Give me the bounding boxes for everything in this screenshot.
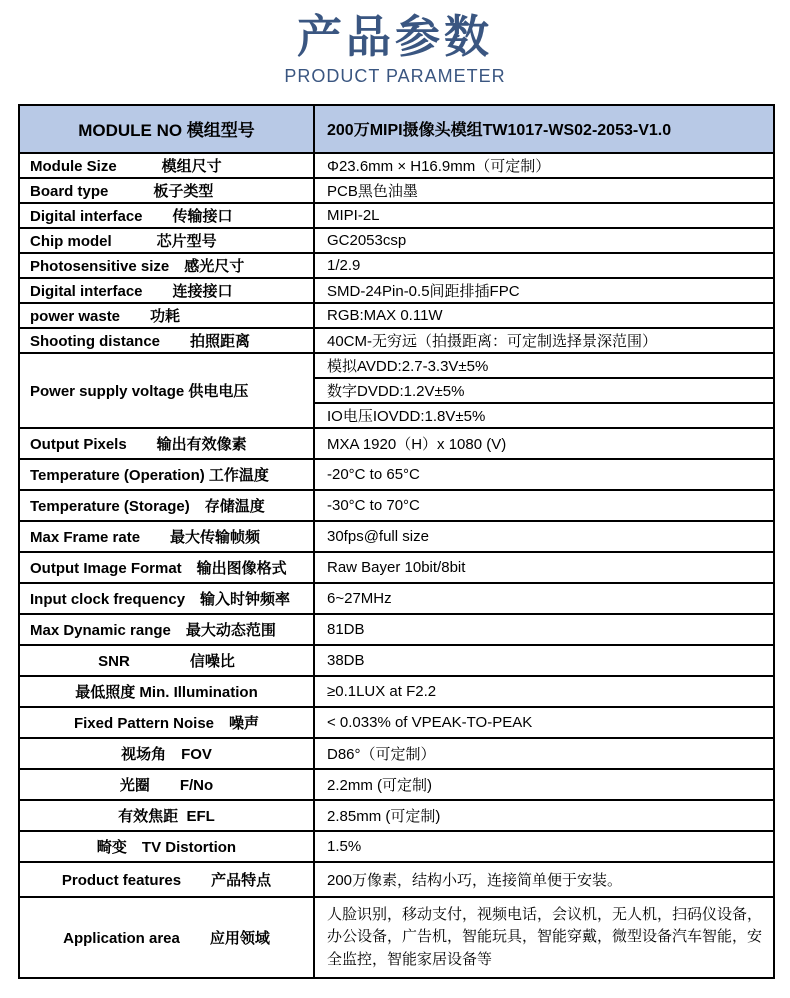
param-value: 2.2mm (可定制) <box>314 769 774 800</box>
param-value: < 0.033% of VPEAK-TO-PEAK <box>314 707 774 738</box>
table-row-digital-interface <box>19 203 774 228</box>
param-value: -30°C to 70°C <box>314 490 774 521</box>
table-row-max-frame-rate <box>19 521 774 552</box>
table-row-fixed-pattern-noise <box>19 707 774 738</box>
param-label: Digital interface 连接接口 <box>19 278 314 303</box>
param-label: Product features 产品特点 <box>19 862 314 897</box>
param-label: Module Size 模组尺寸 <box>19 153 314 178</box>
param-value: 6~27MHz <box>314 583 774 614</box>
table-row-output-pixels <box>19 428 774 459</box>
table-row-board-type <box>19 178 774 203</box>
param-label: 视场角 FOV <box>19 738 314 769</box>
table-row-photosensitive-size <box>19 253 774 278</box>
table-row-input-clock-frequency <box>19 583 774 614</box>
param-value: 2.85mm (可定制) <box>314 800 774 831</box>
param-label: Chip model 芯片型号 <box>19 228 314 253</box>
param-value: 1/2.9 <box>314 253 774 278</box>
param-value: 1.5% <box>314 831 774 862</box>
param-label: Max Dynamic range 最大动态范围 <box>19 614 314 645</box>
table-row-tv-distortion <box>19 831 774 862</box>
table-row-application-area <box>19 897 774 979</box>
table-row-temperature-storage <box>19 490 774 521</box>
table-row-module-size <box>19 153 774 178</box>
param-label: Output Image Format 输出图像格式 <box>19 552 314 583</box>
param-label: Temperature (Operation) 工作温度 <box>19 459 314 490</box>
param-label: Temperature (Storage) 存储温度 <box>19 490 314 521</box>
param-label: Application area 应用领域 <box>19 897 314 979</box>
table-row-temperature-operation <box>19 459 774 490</box>
title-block <box>0 12 790 87</box>
param-label: SNR 信噪比 <box>19 645 314 676</box>
param-value: 40CM-无穷远（拍摄距离：可定制选择景深范围） <box>314 328 774 353</box>
param-label: Digital interface 传输接口 <box>19 203 314 228</box>
param-label: 最低照度 Min. Illumination <box>19 676 314 707</box>
table-row-power-waste <box>19 303 774 328</box>
param-value: 38DB <box>314 645 774 676</box>
param-value-iovdd: IO电压IOVDD:1.8V±5% <box>314 403 774 428</box>
param-value: GC2053csp <box>314 228 774 253</box>
param-value: MIPI-2L <box>314 203 774 228</box>
param-label: Output Pixels 输出有效像素 <box>19 428 314 459</box>
param-label: 有效焦距 EFL <box>19 800 314 831</box>
param-value: -20°C to 65°C <box>314 459 774 490</box>
param-value: 81DB <box>314 614 774 645</box>
table-row-product-features <box>19 862 774 897</box>
param-label: Fixed Pattern Noise 噪声 <box>19 707 314 738</box>
param-label: Board type 板子类型 <box>19 178 314 203</box>
param-label: power waste 功耗 <box>19 303 314 328</box>
table-row-chip-model <box>19 228 774 253</box>
table-row-snr <box>19 645 774 676</box>
param-value-dvdd: 数字DVDD:1.2V±5% <box>314 378 774 403</box>
param-value: ≥0.1LUX at F2.2 <box>314 676 774 707</box>
param-label: 畸变 TV Distortion <box>19 831 314 862</box>
param-label: Photosensitive size 感光尺寸 <box>19 253 314 278</box>
param-value: MXA 1920（H）x 1080 (V) <box>314 428 774 459</box>
param-value: 人脸识别，移动支付，视频电话，会议机，无人机，扫码仪设备，办公设备，广告机，智能玩具，智能穿戴，微型设备汽车智能，安全监控，智能家居设备等 <box>314 897 774 979</box>
param-label: 光圈 F/No <box>19 769 314 800</box>
param-value: SMD-24Pin-0.5间距排插FPC <box>314 278 774 303</box>
table-row-output-image-format <box>19 552 774 583</box>
param-label: Max Frame rate 最大传输帧频 <box>19 521 314 552</box>
param-value: 30fps@full size <box>314 521 774 552</box>
page-subtitle: PRODUCT PARAMETER <box>284 65 506 86</box>
module-no-header: MODULE NO 模组型号 <box>19 105 314 153</box>
param-label: Power supply voltage 供电电压 <box>19 353 314 428</box>
param-label: Input clock frequency 输入时钟频率 <box>19 583 314 614</box>
param-value: D86°（可定制） <box>314 738 774 769</box>
table-row-connect-interface <box>19 278 774 303</box>
param-value: RGB:MAX 0.11W <box>314 303 774 328</box>
table-row-max-dynamic-range <box>19 614 774 645</box>
table-row-fov <box>19 738 774 769</box>
table-row-fno <box>19 769 774 800</box>
param-value: Φ23.6mm × H16.9mm（可定制） <box>314 153 774 178</box>
param-value-avdd: 模拟AVDD:2.7-3.3V±5% <box>314 353 774 378</box>
param-value: Raw Bayer 10bit/8bit <box>314 552 774 583</box>
product-parameter-table <box>18 104 775 980</box>
param-label: Shooting distance 拍照距离 <box>19 328 314 353</box>
page-title: 产品参数 <box>296 11 493 62</box>
module-model-header: 200万MIPI摄像头模组TW1017-WS02-2053-V1.0 <box>314 105 774 153</box>
table-row-min-illumination <box>19 676 774 707</box>
param-value: PCB黑色油墨 <box>314 178 774 203</box>
param-value: 200万像素，结构小巧，连接简单便于安装。 <box>314 862 774 897</box>
table-row-efl <box>19 800 774 831</box>
table-row-shooting-distance <box>19 328 774 353</box>
table-header-row <box>19 105 774 153</box>
table-row-power-supply-voltage <box>19 353 774 378</box>
